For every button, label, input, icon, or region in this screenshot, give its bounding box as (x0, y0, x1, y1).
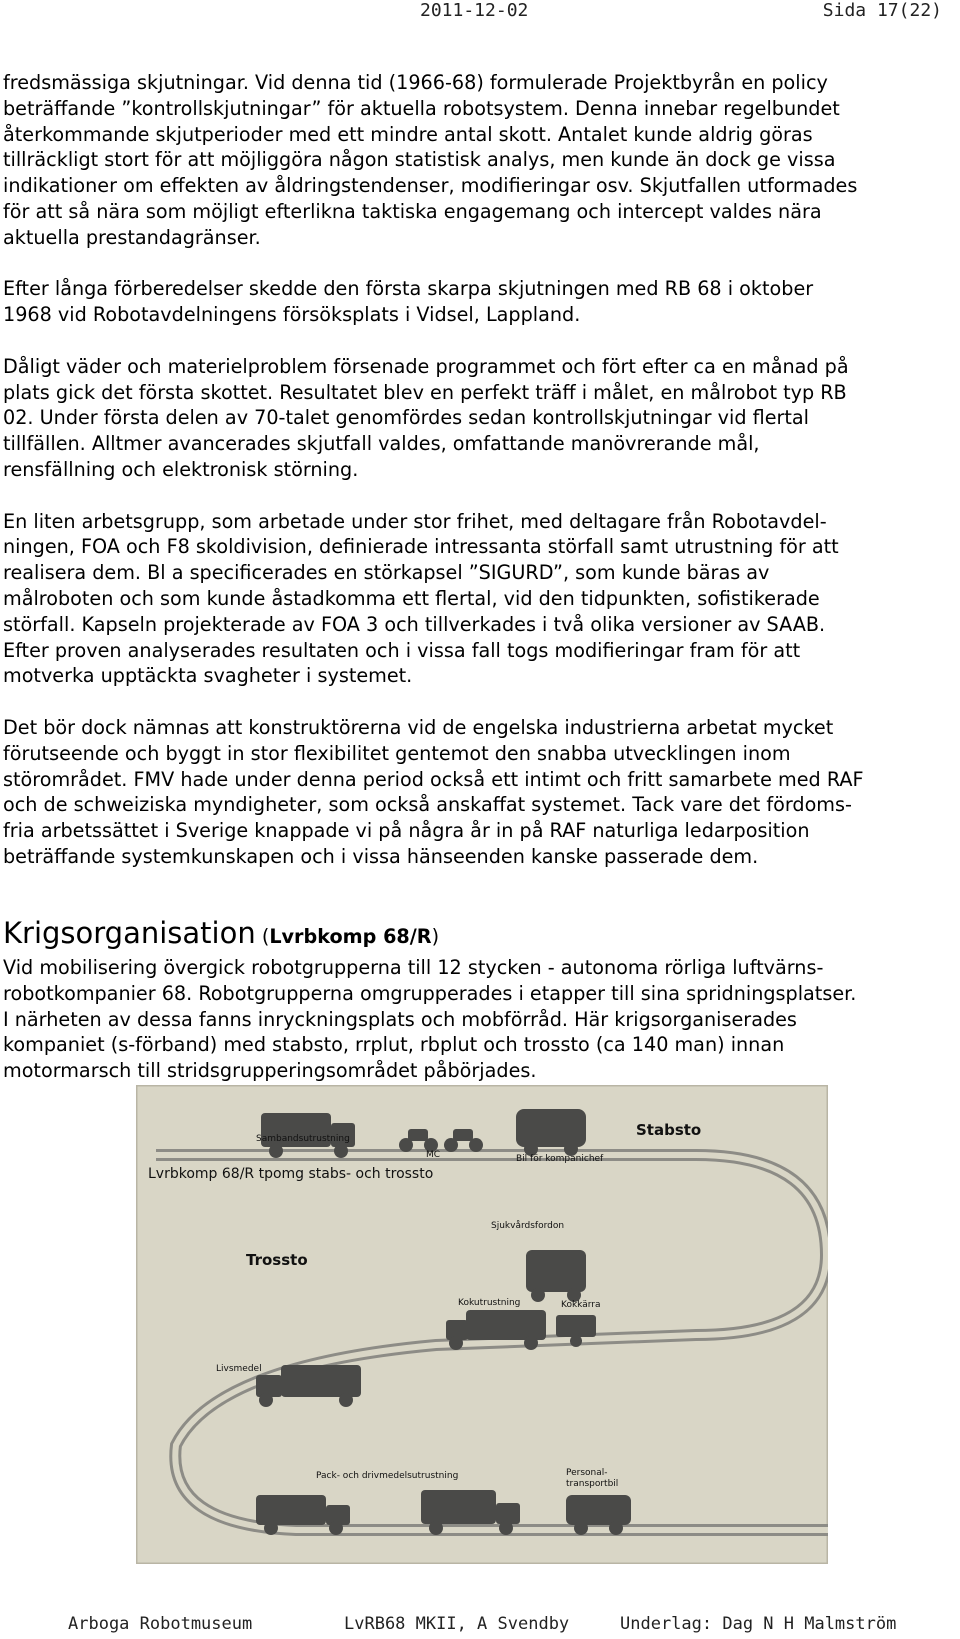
body-text (3, 70, 951, 896)
label-trossto: Trossto (246, 1251, 308, 1269)
label-pack: Pack- och drivmedelsutrustning (316, 1471, 459, 1481)
section-paragraph: Vid mobilisering övergick robotgrupperna till 12 stycken - autonoma rörliga luftvärns- robotkompanier 68. Robotgrupperna omgrupperades i etapper till sina spridningsplatser. I närheten av dessa fanns inryckningsplats och mobförråd. Här krigsorganiserades kompaniet (s-förband) med stabsto, rrplut, rbplut och trossto (ca 140 man) innan motormarsch till stridsgrupperingsområdet påbörjades. (3, 956, 857, 1083)
label-stabsto: Stabsto (636, 1121, 702, 1139)
label-personal-2: transportbil (566, 1479, 619, 1489)
footer-doc: LvRB68 MKII, A Svendby (344, 1614, 570, 1634)
header-page-number: Sida 17(22) (822, 0, 942, 21)
footer-source: Underlag: Dag N H Malmström (620, 1614, 897, 1634)
header-date: 2011-12-02 (420, 0, 529, 21)
label-kokkarra: Kokkärra (561, 1300, 601, 1310)
paragraph: En liten arbetsgrupp, som arbetade under stor frihet, med deltagare från Robotavdel- ningen, FOA och F8 skoldivision, definierade intressanta störfall samt utrustning för att realisera dem. Bl a specificerades en störkapsel ”SIGURD”, som kunde bäras av målroboten och som kunde åstadkomma ett flertal, vid den tidpunkten, sofistikerade störfall. Kapseln projekterade av FOA 3 och tillverkades i två olika versioner av SAAB. Efter proven analyserades resultaten och i vissa fall togs modifieringar fram för att motverka upptäckta svagheter i systemet. (3, 509, 839, 688)
label-livsmedel: Livsmedel (216, 1364, 262, 1374)
paragraph: Dåligt väder och materielproblem försenade programmet och fört efter ca en månad på plats gick det första skottet. Resultatet blev en perfekt träff i målet, en målrobot typ RB 02. Under första delen av 70-talet genomfördes sedan kontrollskjutningar vid flertal tillfällen. Alltmer avancerades skjutfall valdes, omfattande manövrerande mål, rensfällning och elektronisk störning. (3, 354, 849, 481)
label-sjukvard: Sjukvårdsfordon (491, 1221, 565, 1231)
paragraph: fredsmässiga skjutningar. Vid denna tid (1966-68) formulerade Projektbyrån en policy beträffande ”kontrollskjutningar” för aktuella robotsystem. Denna innebar regelbundet återkommande skjutperioder med ett mindre antal skott. Antalet kunde aldrig göras tillräckligt stort för att möjliggöra någon statistisk analys, men kunde än dock ge vissa indikationer om effekten av åldringstendenser, modifieringar osv. Skjutfallen utformades för att så nära som möjligt efterlikna taktiska engagemang och intercept valdes nära aktuella prestandagränser. (3, 71, 858, 249)
label-personal-1: Personal- (566, 1468, 608, 1478)
organization-photo (136, 1085, 828, 1564)
label-bil: Bil för kompanichef (516, 1154, 604, 1164)
section-title: Krigsorganisation (3, 916, 256, 950)
footer-museum: Arboga Robotmuseum (68, 1614, 253, 1634)
label-title: Lvrbkomp 68/R tpomg stabs- och trossto (148, 1166, 434, 1182)
paragraph: Det bör dock nämnas att konstruktörerna vid de engelska industrierna arbetat mycket förutseende och byggt in stor flexibilitet gentemot den snabba utvecklingen inom störområdet. FMV hade under denna period också ett intimt och fritt samarbete med RAF och de schweiziska myndigheter, som också anskaffat systemet. Tack vare det fördoms- fria arbetssättet i Sverige knappade vi på några år in på RAF naturliga ledarposition beträffande systemkunskapen och i vissa hänseenden kanske passerade dem. (3, 715, 864, 868)
section-heading (3, 915, 951, 955)
convoy-illustration (136, 1085, 828, 1564)
section-krigsorganisation (3, 915, 951, 1084)
label-mc: MC (426, 1150, 441, 1160)
label-samband: Sambandsutrustning (256, 1134, 350, 1144)
section-subtitle: (Lvrbkomp 68/R) (255, 925, 440, 948)
label-kokutrustning: Kokutrustning (458, 1298, 521, 1308)
paragraph: Efter långa förberedelser skedde den första skarpa skjutningen med RB 68 i oktober 1968 vid Robotavdelningens försöksplats i Vidsel, Lappland. (3, 277, 814, 327)
